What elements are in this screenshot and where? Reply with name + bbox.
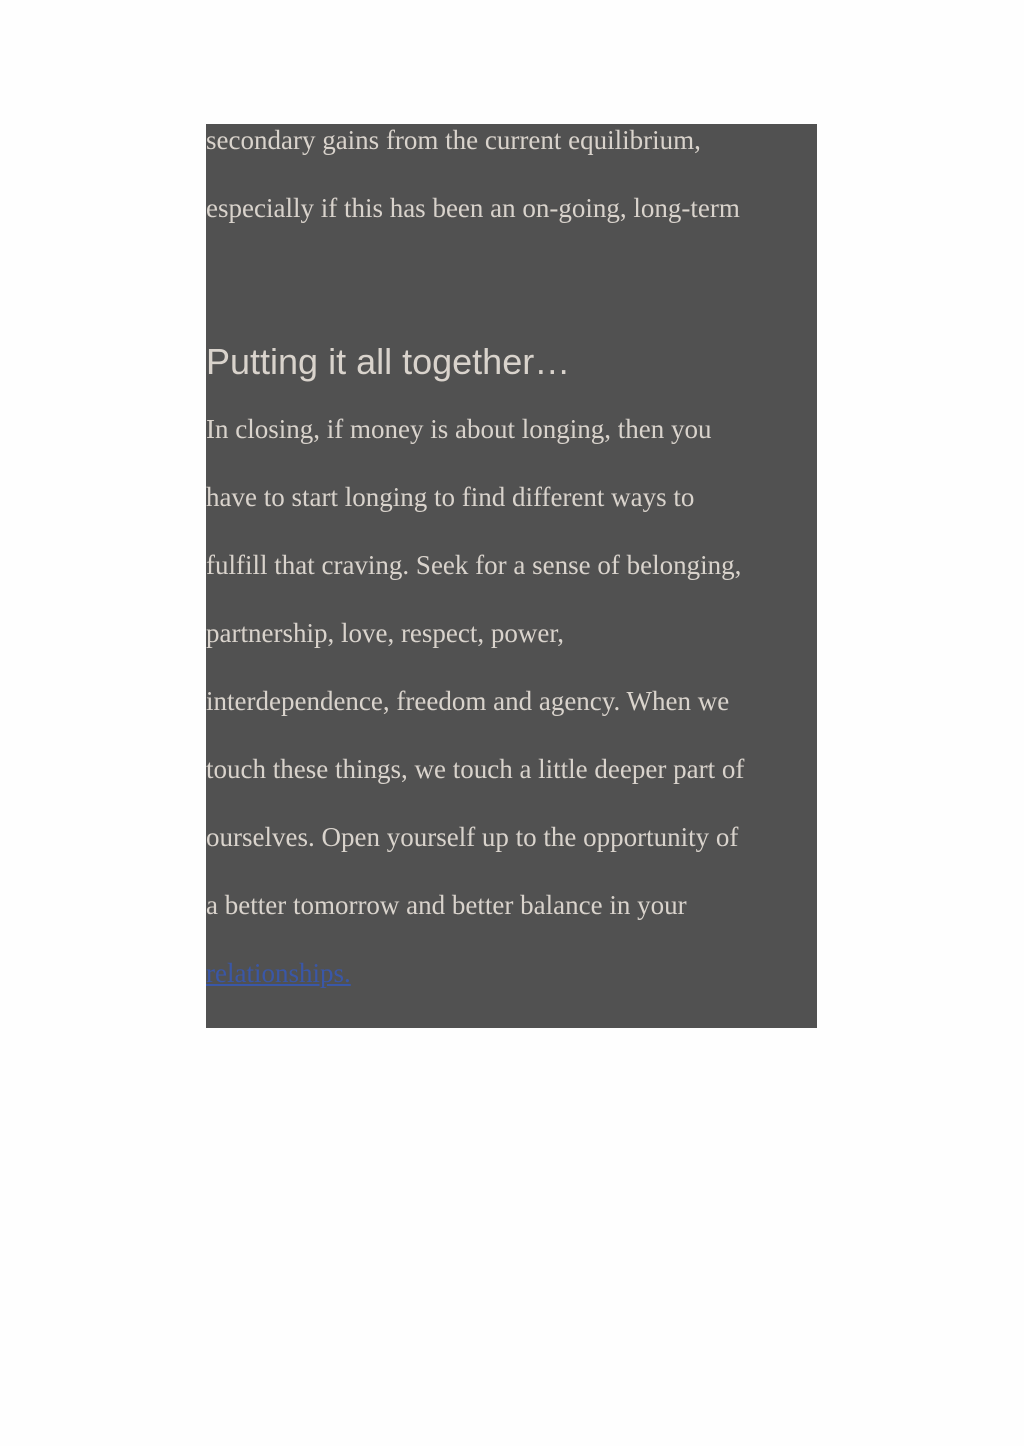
section-heading: Putting it all together… [206, 341, 571, 382]
link-line [206, 956, 351, 990]
paragraph-line: In closing, if money is about longing, then you [206, 414, 712, 444]
paragraph-line: touch these things, we touch a little deeper part of [206, 754, 745, 784]
paragraph-line: ourselves. Open yourself up to the opportunity of [206, 822, 739, 852]
paragraph-line: have to start longing to find different ways to [206, 482, 695, 512]
paragraph-line: partnership, love, respect, power, [206, 618, 565, 648]
paragraph-line: a better tomorrow and better balance in your [206, 890, 687, 920]
relationships-link[interactable]: relationships. [206, 958, 351, 988]
paragraph-line: interdependence, freedom and agency. When we [206, 686, 730, 716]
paragraph-line: secondary gains from the current equilibrium, [206, 125, 701, 155]
paragraph-line: especially if this has been an on-going, long-term [206, 193, 740, 223]
paragraph-line: fulfill that craving. Seek for a sense of belonging, [206, 550, 742, 580]
